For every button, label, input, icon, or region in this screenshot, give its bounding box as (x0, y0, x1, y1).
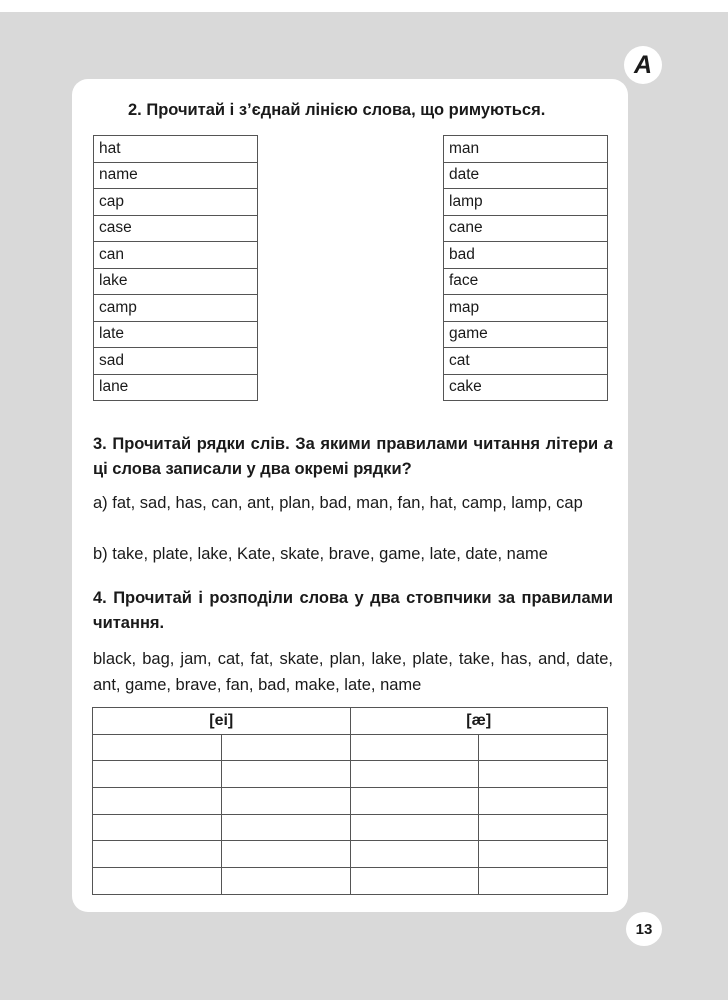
word-row (444, 348, 608, 375)
answer-cell[interactable] (350, 841, 479, 868)
word-cell: camp (94, 295, 258, 322)
answer-cell[interactable] (479, 814, 608, 841)
word-cell: date (444, 162, 608, 189)
answer-cell[interactable] (93, 734, 222, 761)
task-2-title: 2. Прочитай і з’єднай лінією слова, що римуються. (128, 101, 546, 119)
table-row (93, 788, 608, 815)
task-3-line-b: b) take, plate, lake, Kate, skate, brave, game, late, date, name (93, 545, 548, 563)
word-cell: name (94, 162, 258, 189)
answer-cell[interactable] (479, 841, 608, 868)
answer-cell[interactable] (93, 761, 222, 788)
task-3-title-part2: ці слова записали у два окремі рядки? (93, 460, 412, 478)
table-row (93, 814, 608, 841)
right-word-column (443, 135, 608, 401)
answer-cell[interactable] (221, 788, 350, 815)
table-row (93, 734, 608, 761)
task-4-word-list: black, bag, jam, cat, fat, skate, plan, lake, plate, take, has, and, date, ant, game, brave, fan, bad, make, late, name (93, 650, 613, 694)
answer-cell[interactable] (479, 868, 608, 895)
answer-cell[interactable] (479, 761, 608, 788)
word-row (444, 321, 608, 348)
task-3-title (93, 432, 613, 482)
word-row (94, 295, 258, 322)
answer-cell[interactable] (479, 734, 608, 761)
word-cell: cake (444, 374, 608, 401)
word-row (94, 189, 258, 216)
answer-cell[interactable] (350, 868, 479, 895)
word-row (94, 215, 258, 242)
answer-cell[interactable] (93, 788, 222, 815)
word-cell: cap (94, 189, 258, 216)
task-3-title-part1: 3. Прочитай рядки слів. За якими правилами читання літери (93, 435, 604, 453)
word-cell: cat (444, 348, 608, 375)
word-row (94, 321, 258, 348)
table-row (93, 841, 608, 868)
answer-cell[interactable] (350, 761, 479, 788)
word-cell: man (444, 136, 608, 163)
answer-cell[interactable] (350, 788, 479, 815)
column-header-ae: [æ] (350, 708, 608, 735)
task-3-line-a: a) fat, sad, has, can, ant, plan, bad, man, fan, hat, camp, lamp, cap (93, 494, 583, 512)
word-cell: can (94, 242, 258, 269)
table-row (93, 761, 608, 788)
word-row (94, 242, 258, 269)
answer-cell[interactable] (350, 814, 479, 841)
word-cell: sad (94, 348, 258, 375)
word-row (94, 348, 258, 375)
word-cell: face (444, 268, 608, 295)
word-row (94, 268, 258, 295)
answer-cell[interactable] (221, 734, 350, 761)
word-cell: late (94, 321, 258, 348)
word-cell: lake (94, 268, 258, 295)
word-cell: map (444, 295, 608, 322)
word-row (444, 215, 608, 242)
word-cell: hat (94, 136, 258, 163)
word-row (94, 136, 258, 163)
answer-cell[interactable] (93, 868, 222, 895)
word-cell: bad (444, 242, 608, 269)
page-number-badge: 13 (626, 912, 662, 946)
word-row (444, 295, 608, 322)
answer-cell[interactable] (350, 734, 479, 761)
word-row (444, 189, 608, 216)
word-row (94, 374, 258, 401)
answer-cell[interactable] (93, 814, 222, 841)
word-cell: lane (94, 374, 258, 401)
column-header-ei: [ei] (93, 708, 351, 735)
corner-letter-badge: A (624, 46, 662, 84)
top-strip (0, 0, 728, 12)
answer-cell[interactable] (221, 868, 350, 895)
left-word-column (93, 135, 258, 401)
word-row (444, 136, 608, 163)
answer-cell[interactable] (93, 841, 222, 868)
word-cell: cane (444, 215, 608, 242)
task-3-title-letter: a (603, 435, 613, 453)
word-row (444, 374, 608, 401)
word-cell: game (444, 321, 608, 348)
answer-cell[interactable] (221, 761, 350, 788)
word-cell: case (94, 215, 258, 242)
answer-cell[interactable] (221, 841, 350, 868)
table-row (93, 868, 608, 895)
task-4-title: 4. Прочитай і розподіли слова у два стовпчики за правилами читання. (93, 589, 613, 632)
word-row (444, 268, 608, 295)
answer-cell[interactable] (221, 814, 350, 841)
word-row (444, 242, 608, 269)
sorting-table (92, 707, 608, 895)
word-row (94, 162, 258, 189)
word-row (444, 162, 608, 189)
answer-cell[interactable] (479, 788, 608, 815)
word-cell: lamp (444, 189, 608, 216)
